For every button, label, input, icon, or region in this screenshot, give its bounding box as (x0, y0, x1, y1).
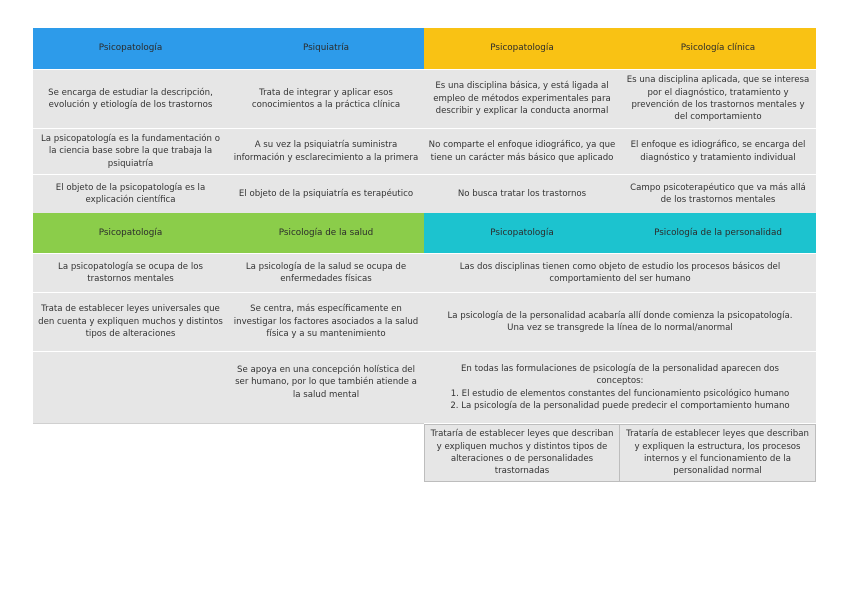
header-label: Psiquiatría (302, 43, 350, 54)
merged-cell-list (424, 352, 816, 423)
cell-text: La psicología de la personalidad acabaría allí donde comienza la psicopatología. Una vez se transgrede la línea de lo normal/anormal (447, 310, 793, 333)
table-cell (228, 293, 424, 351)
cell-text: La psicopatología se ocupa de los trastornos mentales (58, 261, 203, 284)
table-cell (620, 70, 816, 128)
list-item: 1. El estudio de elementos constantes del funcionamiento psicológico humano (450, 388, 790, 399)
table-cell (33, 129, 228, 174)
cell-text: A su vez la psiquiatría suministra información y esclarecimiento a la primera (233, 140, 419, 163)
header-psiquiatria (228, 28, 424, 69)
table-cell (228, 70, 424, 128)
table-cell (620, 424, 816, 482)
cell-text: Se encarga de estudiar la descripción, evolución y etiología de los trastornos (48, 87, 213, 110)
cell-text: Campo psicoterapéutico que va más allá de los trastornos mentales (630, 182, 806, 205)
header-psicologia-personalidad (620, 213, 816, 253)
cell-text: Trata de establecer leyes universales que den cuenta y expliquen muchos y distintos tipos de alteraciones (38, 304, 223, 340)
cell-text: Trata de integrar y aplicar esos conocimientos a la práctica clínica (251, 87, 401, 110)
table-cell-empty (33, 352, 228, 423)
table-cell (228, 129, 424, 174)
table-cell (33, 70, 228, 128)
header-label: Psicología de la salud (278, 227, 374, 238)
table-cell (620, 129, 816, 174)
divider (33, 423, 424, 424)
table-cell (33, 175, 228, 213)
header-psicopatologia-4 (424, 213, 620, 253)
table-cell (228, 352, 424, 423)
table-cell (33, 293, 228, 351)
cell-text: Se apoya en una concepción holística del ser humano, por lo que también atiende a la salud mental (235, 365, 417, 400)
cell-text: Las dos disciplinas tienen como objeto de estudio los procesos básicos del comportamiento del ser humano (459, 261, 781, 284)
table-cell (424, 129, 620, 174)
list-item: 2. La psicología de la personalidad puede predecir el comportamiento humano (450, 400, 790, 411)
cell-text: Se centra, más específicamente en investigar los factores asociados a la salud física y a su mantenimiento (233, 304, 419, 340)
concept-list (430, 363, 810, 413)
header-psicopatologia-1 (33, 28, 228, 69)
merged-cell (424, 254, 816, 292)
header-label: Psicopatología (98, 43, 163, 54)
cell-text: La psicopatología es la fundamentación o la ciencia base sobre la que trabaja la psiquiatría (41, 133, 220, 169)
header-label: Psicopatología (490, 227, 554, 238)
list-intro: En todas las formulaciones de psicología de la personalidad aparecen dos conceptos: (460, 363, 779, 387)
table-cell (228, 254, 424, 292)
header-psicopatologia-2 (424, 28, 620, 69)
cell-text: El objeto de la psicopatología es la explicación científica (55, 182, 206, 205)
header-label: Psicología clínica (680, 43, 756, 54)
table-cell (620, 175, 816, 213)
table-cell (33, 254, 228, 292)
header-psicologia-salud (228, 213, 424, 253)
cell-text: La psicología de la salud se ocupa de enfermedades físicas (245, 261, 407, 284)
cell-text: Es una disciplina aplicada, que se interesa por el diagnóstico, tratamiento y prevención de los trastornos mentales y del comportamiento (626, 75, 810, 123)
table-cell (424, 175, 620, 213)
merged-cell (424, 293, 816, 351)
cell-text: El enfoque es idiográfico, se encarga del diagnóstico y tratamiento individual (630, 140, 806, 163)
table-cell (424, 70, 620, 128)
table-cell (424, 424, 620, 482)
cell-text: No comparte el enfoque idiográfico, ya que tiene un carácter más básico que aplicado (428, 140, 616, 163)
header-label: Psicología de la personalidad (654, 227, 782, 238)
header-label: Psicopatología (98, 227, 163, 238)
header-label: Psicopatología (490, 43, 554, 54)
cell-text: Trataría de establecer leyes que describan y expliquen muchos y distintos tipos de alteraciones o de personalidades trastornadas (430, 429, 614, 477)
cell-text: No busca tratar los trastornos (457, 188, 587, 199)
table-cell (228, 175, 424, 213)
header-psicologia-clinica (620, 28, 816, 69)
header-psicopatologia-3 (33, 213, 228, 253)
cell-text: Trataría de establecer leyes que describan y expliquen la estructura, los procesos internos y el funcionamiento de la personalidad normal (626, 429, 809, 477)
cell-text: El objeto de la psiquiatría es terapéutico (238, 188, 414, 199)
cell-text: Es una disciplina básica, y está ligada al empleo de métodos experimentales para describir y explicar la conducta anormal (433, 81, 611, 117)
